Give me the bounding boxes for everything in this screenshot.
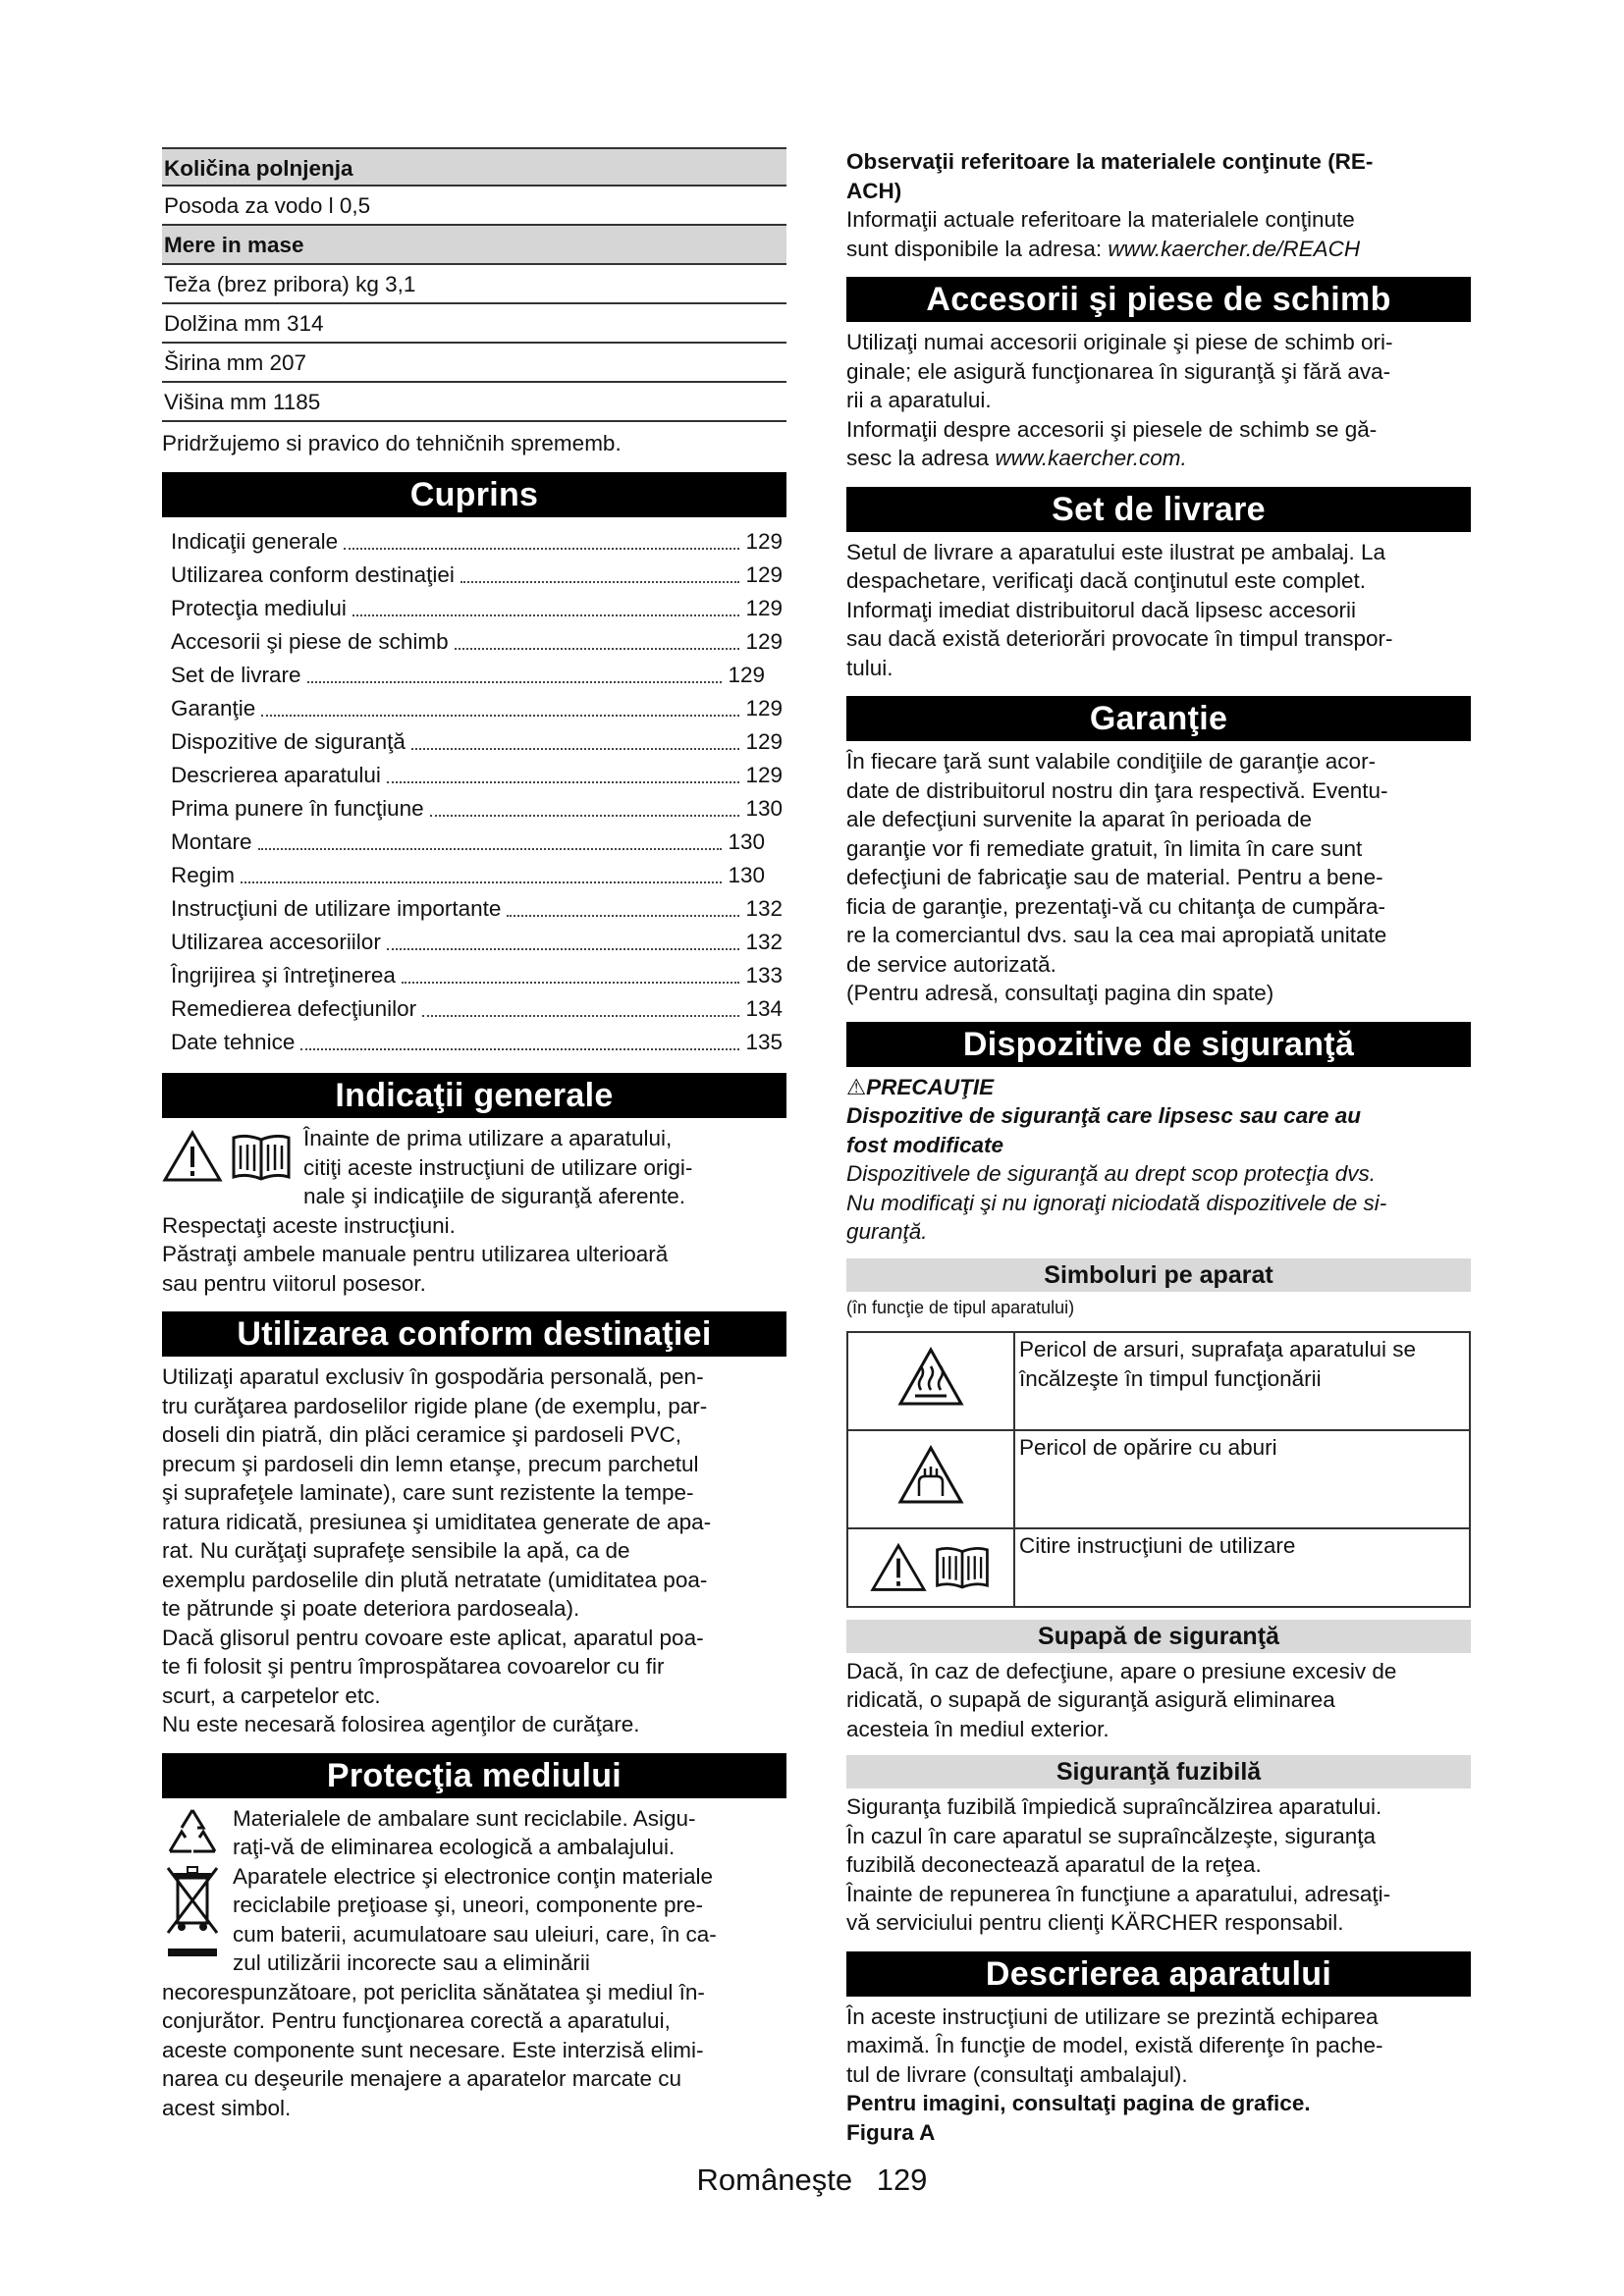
text-line: acesteia în mediul exterior. [846, 1716, 1110, 1741]
symbol-text-cell [1014, 1430, 1470, 1528]
spec-row: Širina mm 207 [162, 344, 786, 383]
toc-entry-label: Accesorii şi piese de schimb [171, 629, 449, 654]
toc-leader-dots [387, 781, 739, 783]
table-row [847, 1332, 1470, 1430]
general-text [162, 1211, 786, 1299]
symbol-icon-cell [847, 1528, 1014, 1607]
text-line: ficia de garanţie, prezentaţi-vă cu chitanţa de cumpăra- [846, 893, 1386, 919]
toc-entry-label: Descrierea aparatului [171, 763, 381, 787]
spec-header-row: Mere in mase [162, 226, 786, 265]
text-line: conjurător. Pentru funcţionarea corectă a aparatului, [162, 2008, 671, 2033]
general-icon-text [303, 1124, 692, 1211]
toc-leader-dots [300, 1048, 739, 1050]
reach-section [846, 147, 1471, 263]
text-line: Dacă glisorul pentru covoare este aplicat, aparatul poa- [162, 1625, 704, 1650]
toc-entry-page: 132 [745, 930, 783, 954]
toc-entry-page: 134 [745, 996, 783, 1021]
reach-title-line: ACH) [846, 178, 902, 203]
caution-subtitle: Dispozitive de siguranţă care lipsesc sau care au [846, 1103, 1361, 1128]
toc-entry-label: Îngrijirea şi întreţinerea [171, 963, 396, 988]
text-line: defecţiuni de fabricaţie sau de material. Pentru a bene- [846, 865, 1383, 889]
text-line [846, 235, 1471, 264]
recycle-block [162, 1804, 786, 1862]
toc-heading: Cuprins [162, 472, 786, 517]
intended-use-text [162, 1362, 786, 1739]
text-line: despachetare, verificaţi dacă conţinutul este complet. [846, 568, 1367, 593]
text-line: Figura A [846, 2119, 936, 2145]
text-line: ridicată, o supapă de siguranţă asigură eliminarea [846, 1687, 1335, 1712]
accessories-link-prefix: sesc la adresa [846, 446, 996, 470]
text-line: tru curăţarea pardoselilor rigide plane (de exemplu, par- [162, 1393, 708, 1418]
toc-entry-page: 129 [745, 729, 783, 754]
fuse-heading: Siguranţă fuzibilă [846, 1755, 1471, 1789]
weee-block [162, 1862, 786, 1978]
text-line: şi suprafeţele laminate), care sunt rezistente la tempe- [162, 1480, 694, 1505]
text-line: (Pentru adresă, consultaţi pagina din spate) [846, 981, 1274, 1005]
toc-entry-page: 130 [728, 829, 765, 854]
text-line: maximă. În funcţie de model, există diferenţe în pache- [846, 2033, 1383, 2057]
text-line: zul utilizării incorecte sau a eliminării [233, 1950, 590, 1975]
text-line: citiţi aceste instrucţiuni de utilizare origi- [303, 1154, 693, 1180]
text-line: acest simbol. [162, 2095, 292, 2120]
text-line: În cazul în care aparatul se supraîncălzeşte, siguranţa [846, 1823, 1377, 1848]
symbols-table [846, 1331, 1471, 1608]
toc-entry-page: 132 [745, 896, 783, 921]
toc-leader-dots [344, 548, 739, 550]
toc-entry-label: Protecţia mediului [171, 596, 347, 620]
accessories-link[interactable]: www.kaercher.com. [995, 446, 1187, 470]
environment-heading: Protecţia mediului [162, 1753, 786, 1798]
general-heading: Indicaţii generale [162, 1073, 786, 1118]
text-line: Dispozitivele de siguranţă au drept scop protecţia dvs. [846, 1161, 1377, 1186]
text-line: date de distribuitorul nostru din ţara respectivă. Eventu- [846, 777, 1388, 803]
toc-entry[interactable] [171, 826, 765, 859]
warning-triangle-icon [162, 1130, 223, 1183]
toc-entry[interactable] [171, 892, 783, 926]
valve-heading: Supapă de siguranţă [846, 1620, 1471, 1653]
description-heading: Descrierea aparatului [846, 1951, 1471, 1997]
symbols-note: (în funcţie de tipul aparatului) [846, 1297, 1075, 1317]
description-text [846, 2002, 1471, 2148]
text-line: Informaţii despre accesorii şi piesele de schimb se gă- [846, 416, 1378, 442]
page-number: 129 [876, 2163, 928, 2197]
safety-heading: Dispozitive de siguranţă [846, 1022, 1471, 1067]
symbol-text-cell [1014, 1332, 1470, 1430]
toc-entry-page: 130 [728, 863, 765, 887]
text-line: Pericol de opărire cu aburi [1019, 1434, 1277, 1460]
toc-entry-page: 129 [745, 562, 783, 587]
manual-book-icon [933, 1542, 992, 1593]
recycle-icon [162, 1804, 223, 1859]
text-line: re la comerciantul dvs. sau la cea mai apropiată unitate [846, 923, 1387, 947]
reach-link[interactable]: www.kaercher.de/REACH [1108, 236, 1361, 261]
warranty-text [846, 747, 1471, 1008]
symbols-heading: Simboluri pe aparat [846, 1258, 1471, 1292]
spec-note: Pridržujemo si pravico do tehničnih sprememb. [162, 431, 622, 455]
fuse-text [846, 1792, 1471, 1938]
toc-leader-dots [455, 648, 739, 650]
text-line: Înainte de prima utilizare a aparatului, [303, 1126, 673, 1150]
intended-use-heading: Utilizarea conform destinaţiei [162, 1311, 786, 1357]
symbol-icon-cell [847, 1332, 1014, 1430]
text-line: sau pentru viitorul posesor. [162, 1270, 426, 1296]
safety-caution [846, 1073, 1471, 1247]
text-line: cum baterii, acumulatoare sau uleiuri, care, în ca- [233, 1921, 717, 1947]
toc-entry-page: 129 [745, 629, 783, 654]
text-line: ale defecţiuni survenite la aparat în perioada de [846, 807, 1313, 831]
spec-header-row: Količina polnjenja [162, 147, 786, 187]
delivery-text [846, 538, 1471, 683]
text-line: aceste componente sunt necesare. Este interzisă elimi- [162, 2037, 704, 2062]
caution-label [846, 1073, 1471, 1102]
text-line [846, 444, 1471, 473]
toc-entry-label: Instrucţiuni de utilizare importante [171, 896, 502, 921]
text-line: te fi folosit şi pentru împrospătarea covoarelor cu fir [162, 1654, 665, 1679]
text-line: Citire instrucţiuni de utilizare [1019, 1532, 1296, 1558]
manual-book-icon [229, 1130, 294, 1185]
toc-leader-dots [307, 681, 722, 683]
text-line: rii a aparatului. [846, 388, 992, 412]
text-line: tului. [846, 655, 893, 680]
toc-entry-label: Prima punere în funcţiune [171, 796, 424, 821]
text-line: de service autorizată. [846, 951, 1056, 977]
table-row [847, 1528, 1470, 1607]
toc-entry-page: 129 [745, 763, 783, 787]
text-line: În fiecare ţară sunt valabile condiţiile de garanţie acor- [846, 749, 1377, 774]
spec-table [162, 147, 786, 422]
accessories-text [846, 328, 1471, 473]
caution-subtitle: fost modificate [846, 1132, 1004, 1157]
toc-entry-page: 129 [745, 529, 783, 554]
left-column [162, 147, 786, 2122]
text-line: Aparatele electrice şi electronice conţin materiale [233, 1863, 713, 1889]
toc-entry[interactable] [171, 692, 783, 725]
reach-link-prefix: sunt disponibile la adresa: [846, 236, 1109, 261]
toc-entry-page: 135 [745, 1030, 783, 1054]
toc-entry-label: Remedierea defecţiunilor [171, 996, 417, 1021]
table-row [847, 1430, 1470, 1528]
recycle-text [233, 1804, 696, 1862]
text-line: Păstraţi ambele manuale pentru utilizarea ulterioară [162, 1242, 669, 1266]
toc-entry[interactable] [171, 659, 765, 692]
right-column [846, 147, 1471, 2147]
text-line: vă serviciului pentru clienţi KÄRCHER responsabil. [846, 1910, 1344, 1935]
text-line: te pătrunde şi poate deteriora pardoseala). [162, 1596, 580, 1621]
text-line: rat. Nu curăţaţi suprafeţe sensibile la apă, ca de [162, 1538, 630, 1563]
text-line: Respectaţi aceste instrucţiuni. [162, 1212, 456, 1238]
text-line: reciclabile preţioase şi, uneori, componente pre- [233, 1893, 704, 1917]
caution-text: PRECAUŢIE [866, 1074, 995, 1099]
toc-entry-label: Indicaţii generale [171, 529, 339, 554]
footer-language: Româneşte [696, 2163, 853, 2197]
symbol-icon-cell [847, 1430, 1014, 1528]
general-icons [162, 1130, 294, 1185]
toc-entry[interactable] [171, 525, 783, 559]
toc-entry[interactable] [171, 992, 783, 1026]
toc-leader-dots [261, 715, 739, 717]
toc-entry-page: 129 [745, 696, 783, 721]
text-line: Nu este necesară folosirea agenţilor de curăţare. [162, 1712, 640, 1736]
text-line: necorespunzătoare, pot periclita sănătatea şi mediul în- [162, 1979, 705, 2004]
warning-triangle-icon [870, 1542, 927, 1593]
text-line: narea cu deşeurile menajere a aparatelor marcate cu [162, 2066, 682, 2091]
table-of-contents [171, 525, 783, 1059]
toc-entry[interactable] [171, 759, 783, 792]
toc-leader-dots [387, 948, 739, 950]
toc-entry[interactable] [171, 792, 783, 826]
delivery-heading: Set de livrare [846, 487, 1471, 532]
valve-text [846, 1657, 1471, 1744]
toc-leader-dots [430, 815, 739, 817]
toc-entry-label: Montare [171, 829, 252, 854]
text-line: ratura ridicată, presiunea şi umiditatea generate de apa- [162, 1509, 712, 1534]
weee-text [233, 1862, 717, 1978]
toc-entry-label: Date tehnice [171, 1030, 296, 1054]
toc-entry-page: 129 [745, 596, 783, 620]
toc-entry-label: Garanţie [171, 696, 256, 721]
text-line: Informaţii actuale referitoare la materialele conţinute [846, 207, 1355, 232]
spec-row: Teža (brez pribora) kg 3,1 [162, 265, 786, 304]
toc-entry[interactable] [171, 625, 783, 659]
warranty-heading: Garanţie [846, 696, 1471, 741]
text-line: Informaţi imediat distribuitorul dacă lipsesc accesorii [846, 597, 1356, 622]
toc-entry[interactable] [171, 559, 783, 592]
text-line: doseli din piatră, din plăci ceramice şi pardoseli PVC, [162, 1422, 682, 1447]
toc-entry-label: Utilizarea conform destinaţiei [171, 562, 455, 587]
toc-leader-dots [258, 848, 722, 850]
toc-leader-dots [411, 748, 739, 750]
toc-entry-label: Regim [171, 863, 236, 887]
text-line: scurt, a carpetelor etc. [162, 1682, 381, 1708]
toc-entry[interactable] [171, 592, 783, 625]
text-line: fuzibilă deconectează aparatul de la reţea. [846, 1852, 1262, 1877]
toc-leader-dots [241, 881, 722, 883]
text-line: tul de livrare (consultaţi ambalajul). [846, 2061, 1188, 2087]
text-line: Utilizaţi aparatul exclusiv în gospodăria personală, pen- [162, 1364, 704, 1389]
toc-entry[interactable] [171, 859, 765, 892]
crossed-bin-icon [162, 1862, 223, 1964]
text-line: Pentru imagini, consultaţi pagina de grafice. [846, 2091, 1311, 2115]
text-line: încălzeşte în timpul funcţionării [1019, 1365, 1322, 1391]
text-line: garanţie vor fi remediate gratuit, în limita în care sunt [846, 835, 1363, 861]
text-line: exemplu pardoselile din plută netratate (umiditatea poa- [162, 1567, 708, 1592]
toc-entry[interactable] [171, 1026, 783, 1059]
toc-entry-label: Set de livrare [171, 663, 301, 687]
toc-entry[interactable] [171, 959, 783, 992]
toc-leader-dots [422, 1015, 739, 1017]
text-line: Înainte de repunerea în funcţiune a aparatului, adresaţi- [846, 1881, 1391, 1906]
toc-entry-page: 129 [728, 663, 765, 687]
text-line: În aceste instrucţiuni de utilizare se prezintă echiparea [846, 2003, 1379, 2029]
toc-entry[interactable] [171, 725, 783, 759]
text-line: Nu modificaţi şi nu ignoraţi niciodată dispozitivele de si- [846, 1190, 1387, 1215]
toc-leader-dots [460, 581, 739, 583]
spec-row: Dolžina mm 314 [162, 304, 786, 344]
page-footer [0, 2163, 1624, 2198]
toc-entry[interactable] [171, 926, 783, 959]
reach-title-line: Observaţii referitoare la materialele conţinute (RE- [846, 149, 1374, 174]
symbol-text-cell [1014, 1528, 1470, 1607]
read-manual-icon [852, 1542, 1009, 1593]
text-line: Dacă, în caz de defecţiune, apare o presiune excesiv de [846, 1658, 1397, 1683]
toc-leader-dots [402, 982, 739, 984]
text-line: Siguranţa fuzibilă împiedică supraîncălzirea aparatului. [846, 1794, 1382, 1819]
toc-entry-label: Dispozitive de siguranţă [171, 729, 406, 754]
toc-entry-page: 133 [745, 963, 783, 988]
text-line: precum şi pardoseli din lemn etanşe, precum parchetul [162, 1451, 699, 1476]
accessories-heading: Accesorii şi piese de schimb [846, 277, 1471, 322]
hot-surface-icon [897, 1347, 964, 1408]
text-line: Utilizaţi numai accesorii originale şi piese de schimb ori- [846, 330, 1393, 354]
text-line: raţi-vă de eliminarea ecologică a ambalajului. [233, 1835, 676, 1859]
text-line: guranţă. [846, 1219, 928, 1244]
spec-row: Višina mm 1185 [162, 383, 786, 422]
text-line: Setul de livrare a aparatului este ilustrat pe ambalaj. La [846, 539, 1386, 564]
toc-entry-page: 130 [745, 796, 783, 821]
spec-row: Posoda za vodo l 0,5 [162, 187, 786, 226]
environment-text [162, 1978, 786, 2123]
toc-leader-dots [507, 915, 739, 917]
text-line: Pericol de arsuri, suprafaţa aparatului se [1019, 1336, 1416, 1362]
toc-leader-dots [352, 614, 739, 616]
steam-hand-icon [897, 1445, 964, 1506]
caution-triangle-icon: ⚠ [846, 1074, 867, 1099]
general-intro [162, 1124, 786, 1211]
text-line: nale şi indicaţiile de siguranţă aferente. [303, 1184, 685, 1208]
text-line: ginale; ele asigură funcţionarea în siguranţă şi fără ava- [846, 358, 1391, 384]
text-line: Materialele de ambalare sunt reciclabile. Asigu- [233, 1805, 696, 1831]
text-line: sau dacă există deteriorări provocate în timpul transpor- [846, 626, 1393, 651]
toc-entry-label: Utilizarea accesoriilor [171, 930, 381, 954]
